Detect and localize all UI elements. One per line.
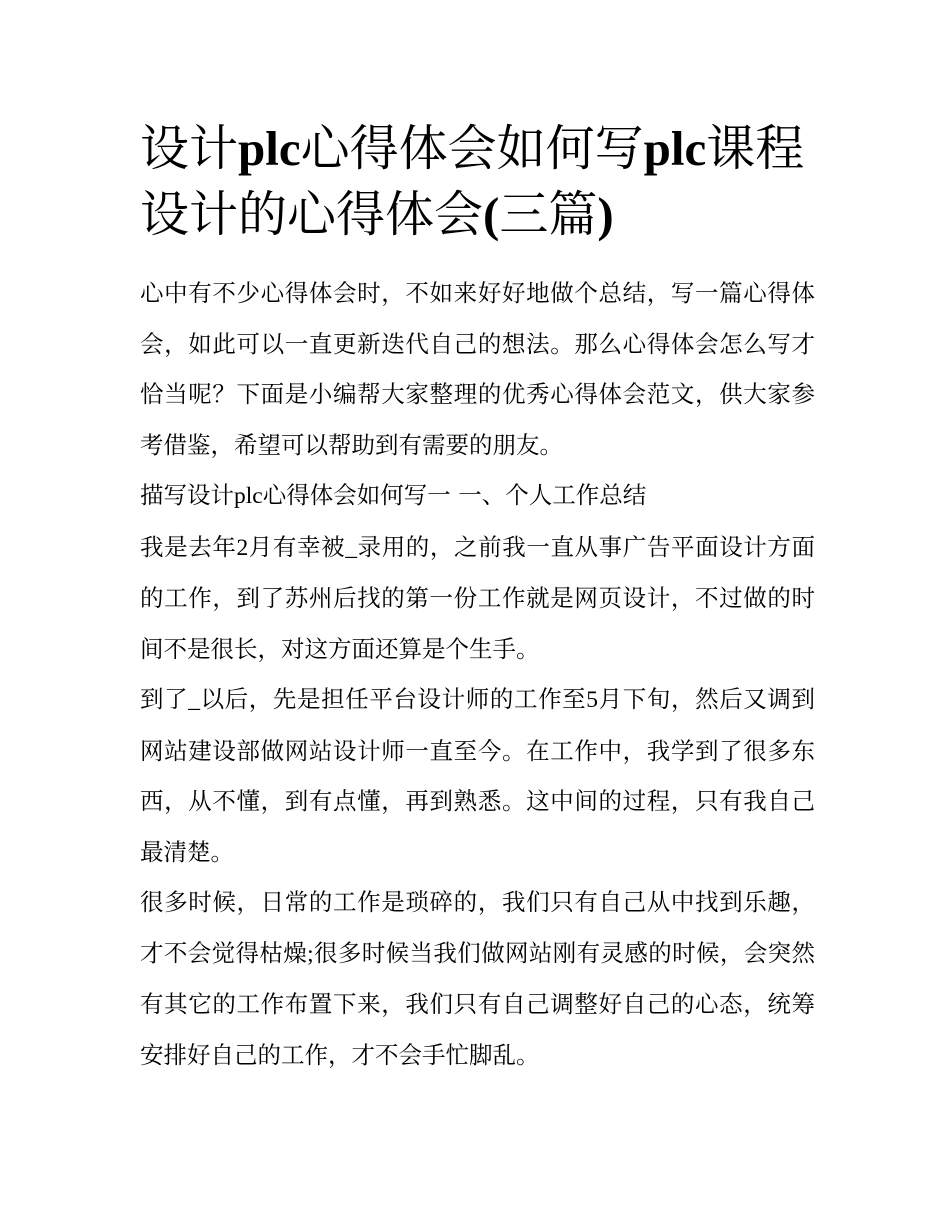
document-title: 设计plc心得体会如何写plc课程设计的心得体会(三篇) [140, 120, 805, 243]
paragraph-work-history: 我是去年2月有幸被_录用的，之前我一直从事广告平面设计方面的工作，到了苏州后找的第一份工作就是网页设计，不过做的时间不是很长，对这方面还算是个生手。 [140, 532, 816, 663]
paragraph-current-role: 到了_以后，先是担任平台设计师的工作至5月下旬，然后又调到网站建设部做网站设计师一直至今。在工作中，我学到了很多东西，从不懂，到有点懂，再到熟悉。这中间的过程，只有我自己最清楚。 [140, 685, 816, 866]
paragraph-daily-work: 很多时候，日常的工作是琐碎的，我们只有自己从中找到乐趣，才不会觉得枯燥;很多时候当我们做网站刚有灵感的时候，会突然有其它的工作布置下来，我们只有自己调整好自己的心态，统筹安排好自己的工作，才不会手忙脚乱。 [140, 888, 816, 1069]
document-body [140, 116, 815, 1080]
paragraph-intro: 心中有不少心得体会时，不如来好好地做个总结，写一篇心得体会，如此可以一直更新迭代自己的想法。那么心得体会怎么写才恰当呢？下面是小编帮大家整理的优秀心得体会范文，供大家参考借鉴，希望可以帮助到有需要的朋友。 [140, 279, 815, 459]
paragraph-section-heading: 描写设计plc心得体会如何写一 一、个人工作总结 [140, 481, 647, 509]
